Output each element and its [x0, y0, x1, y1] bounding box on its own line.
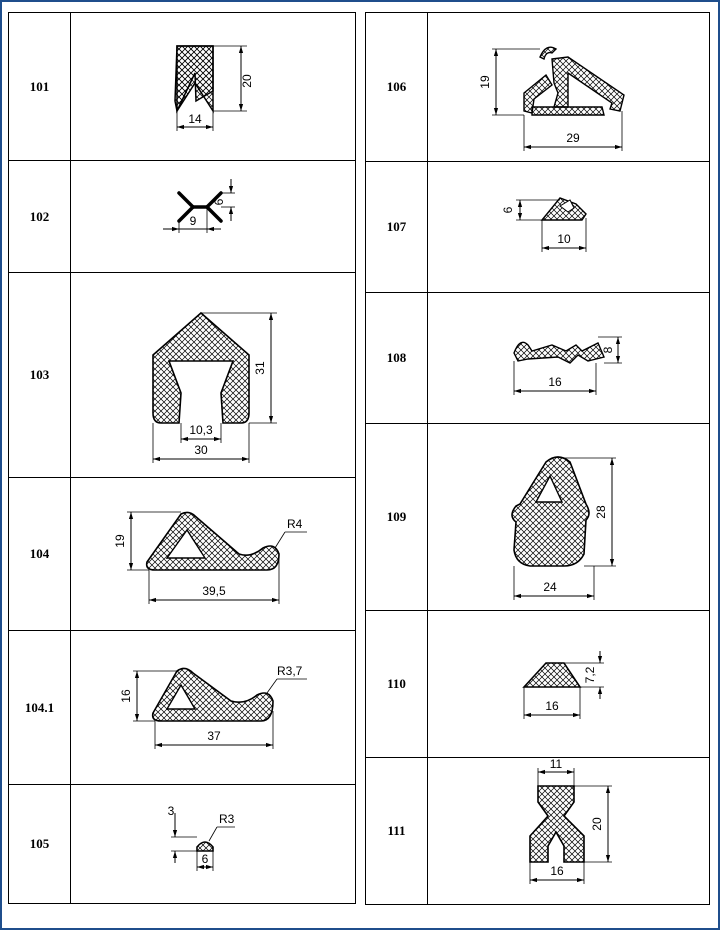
profile-106-drawing: [428, 13, 710, 162]
dim-radius: R4: [287, 517, 303, 531]
profile-108-drawing: [428, 293, 710, 424]
dim-width: 24: [543, 580, 557, 594]
left-catalog-table: [8, 12, 356, 904]
dim-height: 19: [113, 534, 127, 548]
profile-number: 101: [9, 13, 71, 161]
profile-number: 111: [366, 758, 428, 905]
profile-105-drawing: [71, 785, 356, 904]
dim-height: 8: [601, 346, 615, 354]
profile-108-shape: [514, 342, 604, 363]
profile-110-drawing: [428, 611, 710, 758]
dim-height: 28: [594, 505, 608, 519]
dim-inner: 10,3: [189, 423, 213, 437]
profile-101-shape: [177, 46, 213, 111]
dim-width: 37: [207, 729, 221, 743]
profile-110-shape: [524, 663, 580, 687]
dim-width: 14: [188, 112, 202, 126]
profile-104-shape: [147, 512, 279, 570]
dim-width: 29: [566, 131, 580, 145]
dim-width: 39,5: [202, 584, 226, 598]
dim-height: 7,2: [583, 666, 597, 684]
profile-number: 103: [9, 273, 71, 478]
dim-width: 16: [548, 375, 562, 389]
profile-number: 107: [366, 162, 428, 293]
profile-number: 105: [9, 785, 71, 904]
profile-109-shape: [512, 457, 589, 566]
dim-width: 16: [550, 864, 564, 878]
profile-number: 106: [366, 13, 428, 162]
dim-height: 3: [167, 804, 175, 818]
profile-number: 110: [366, 611, 428, 758]
dim-width: 9: [189, 214, 197, 228]
profile-104-drawing: [71, 478, 356, 631]
profile-101-drawing: [71, 13, 356, 161]
dim-height: 6: [501, 206, 515, 214]
dim-top: 11: [549, 758, 563, 771]
profile-109-drawing: [428, 424, 710, 611]
right-catalog-table: [365, 12, 710, 905]
profile-106-shape: [524, 47, 624, 115]
dim-width: 30: [194, 443, 208, 457]
dim-height: 19: [478, 75, 492, 89]
dim-width: 6: [201, 852, 209, 866]
profile-103-drawing: [71, 273, 356, 478]
dim-height: 20: [240, 74, 254, 88]
profile-number: 102: [9, 161, 71, 273]
profile-102-shape: [179, 193, 221, 221]
profile-107-drawing: [428, 162, 710, 293]
dim-height: 31: [253, 361, 267, 375]
profile-111-drawing: [428, 758, 710, 905]
profile-104.1-drawing: [71, 631, 356, 785]
profile-104.1-shape: [153, 668, 273, 721]
dim-height: 20: [590, 817, 604, 831]
profile-103-shape: [153, 313, 249, 423]
profile-number: 104: [9, 478, 71, 631]
profile-111-shape: [530, 786, 584, 862]
dim-height: 16: [119, 689, 133, 703]
profile-number: 109: [366, 424, 428, 611]
profile-number: 104.1: [9, 631, 71, 785]
dim-width: 16: [545, 699, 559, 713]
profile-number: 108: [366, 293, 428, 424]
dim-width: 10: [557, 232, 571, 246]
dim-radius: R3: [219, 812, 235, 826]
profile-105-shape: [197, 842, 213, 851]
dim-radius: R3,7: [277, 664, 303, 678]
profile-102-drawing: [71, 161, 356, 273]
dim-height: 6: [212, 198, 226, 206]
